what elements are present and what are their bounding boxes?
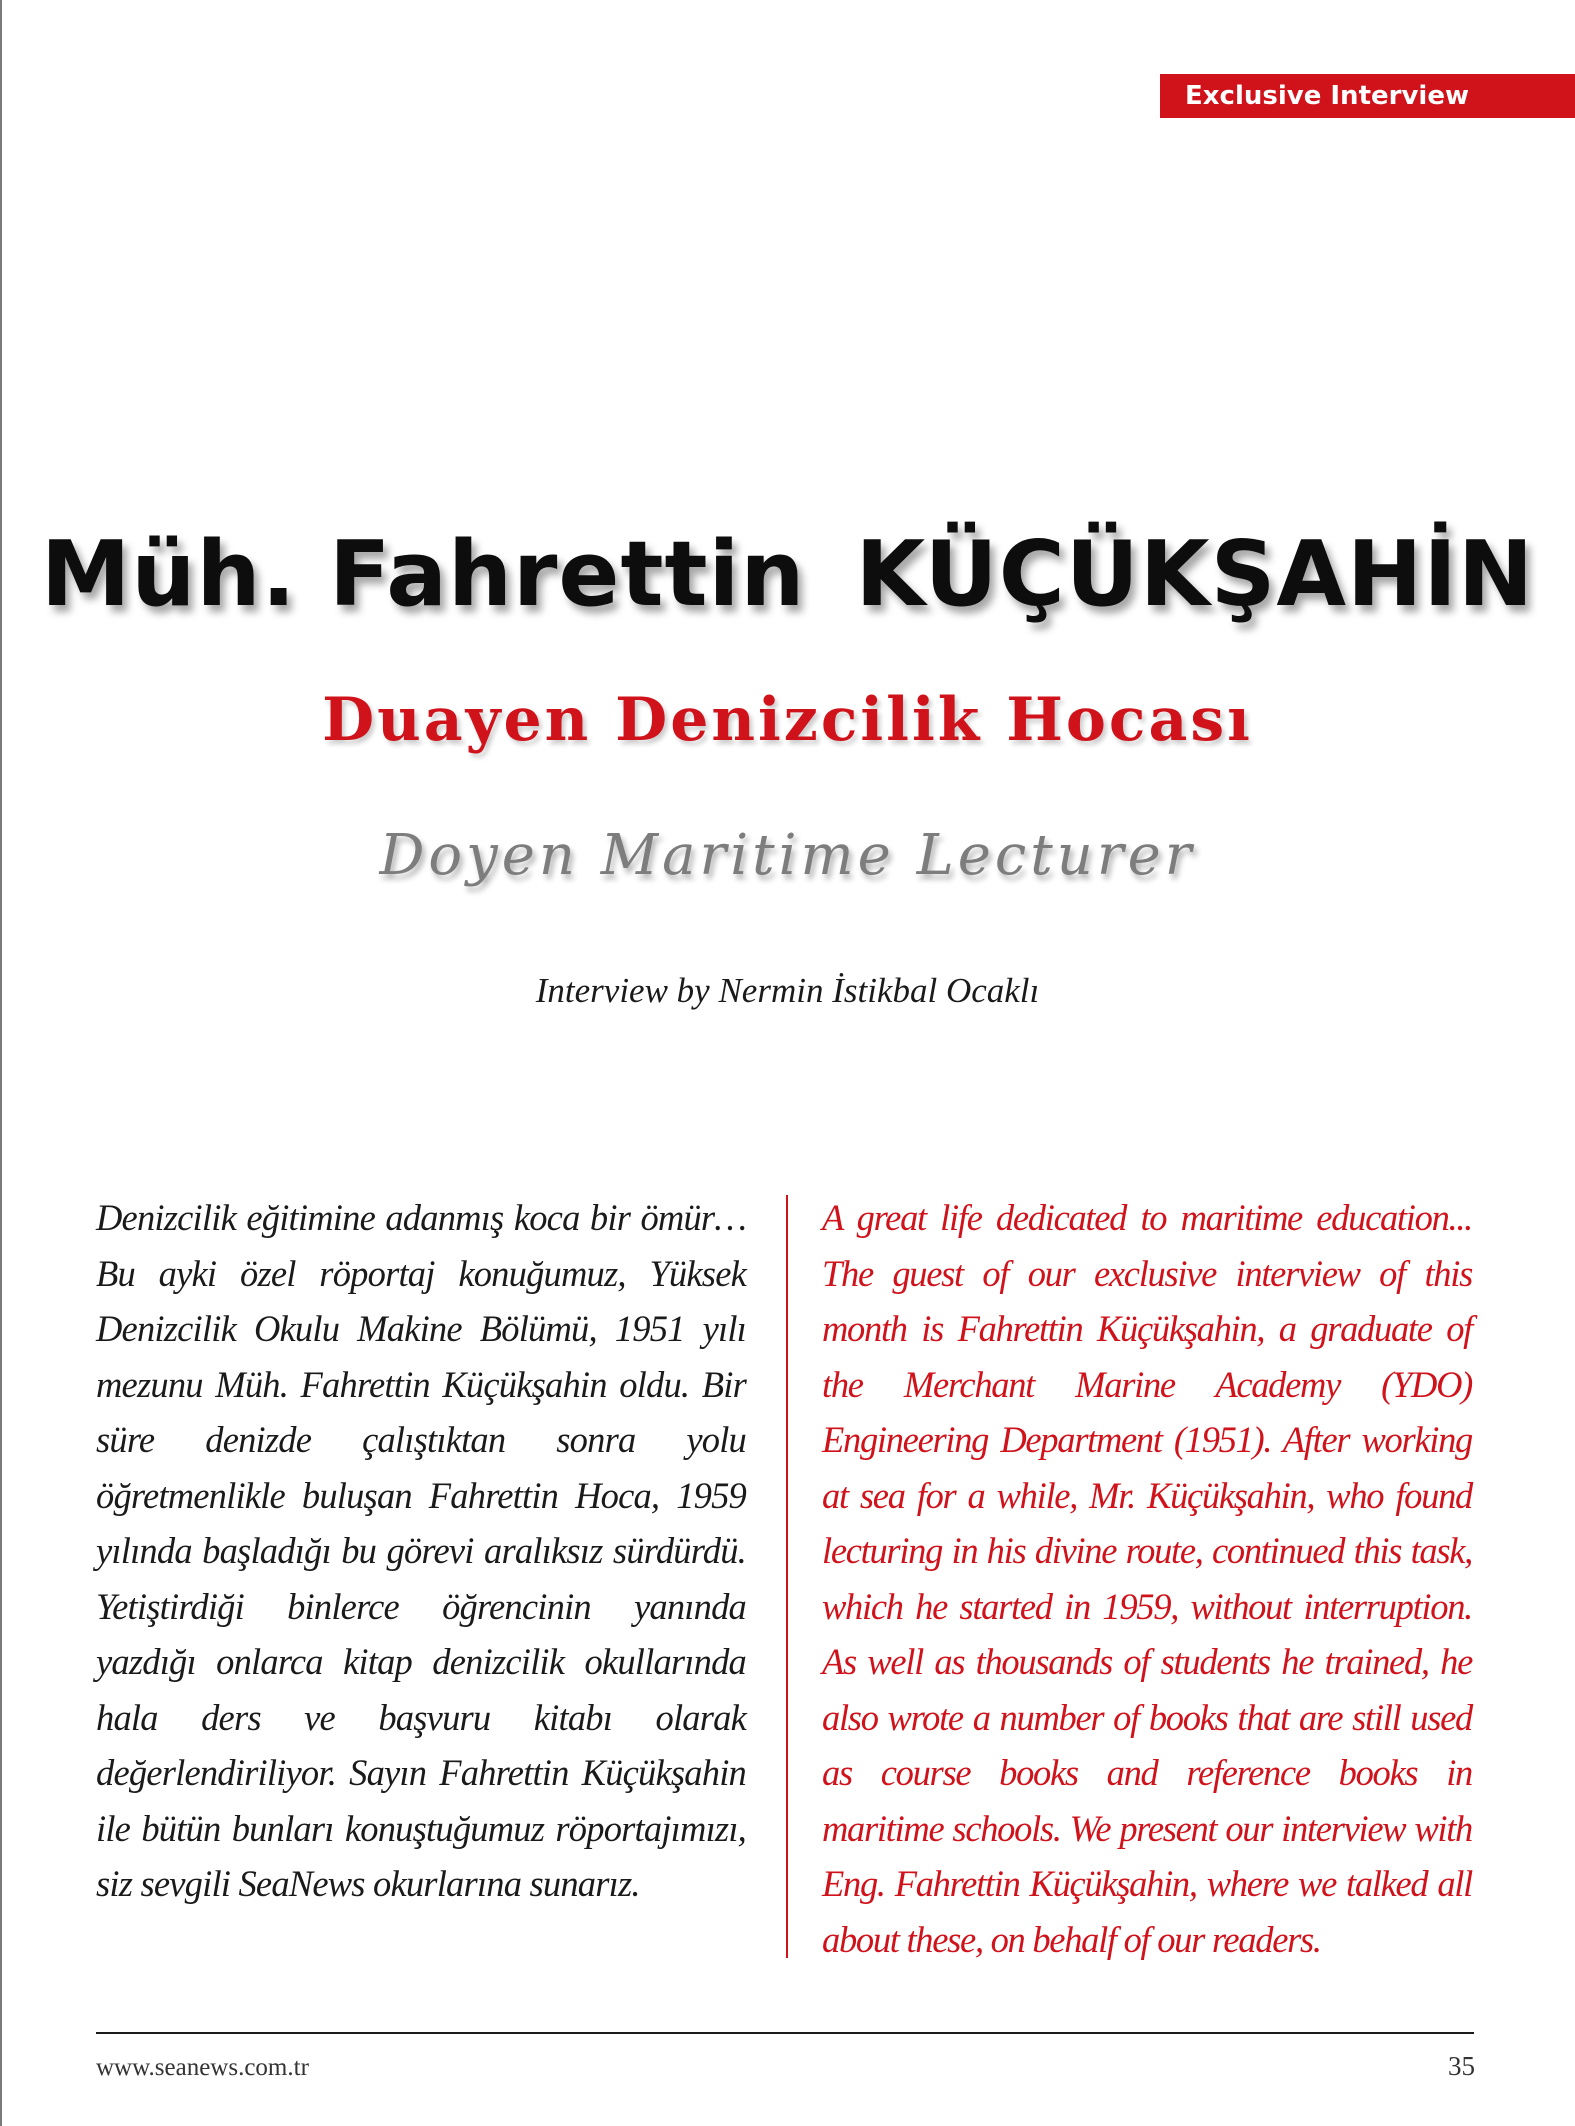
byline: Interview by Nermin İstikbal Ocaklı [535,971,1040,1010]
page-number: 35 [1448,2051,1475,2081]
subtitle-english: Doyen Maritime Lecturer [379,823,1196,888]
column-divider [786,1195,788,1958]
intro-english: A great life dedicated to maritime education... The guest of our exclusive interview of this month is Fahrettin Küçükşahin, a graduate of the Merchant Marine Academy (YDO) Engineering Department (1951). After working at sea for a while, Mr. Küçükşahin, who found lecturing in his divine route, continued this task, which he started in 1959, without interruption. As well as thousands of students he trained, he also wrote a number of books that are still used as course books and reference books in maritime schools. We present our interview with Eng. Fahrettin Küçükşahin, where we talked all about these, on behalf of our readers. [822,1197,1472,1960]
section-tag: Exclusive Interview [1160,74,1575,118]
intro-turkish: Denizcilik eğitimine adanmış koca bir ömür… Bu ayki özel röportaj konuğumuz, Yüksek Denizcilik Okulu Makine Bölümü, 1951 yılı mezunu Müh. Fahrettin Küçükşahin oldu. Bir süre denizde çalıştıktan sonra yolu öğretmenlikle buluşan Fahrettin Hoca, 1959 yılında başladığı bu görevi aralıksız sürdürdü. Yetiştirdiği binlerce öğrencinin yanında yazdığı onlarca kitap denizcilik okullarında hala ders ve başvuru kitabı olarak değerlendiriliyor. Sayın Fahrettin Küçükşahin ile bütün bunları konuştuğumuz röportajımızı, siz sevgili SeaNews okurlarına sunarız. [96,1197,746,1904]
title-surname: KÜÇÜKŞAHİN [855,522,1535,627]
page-edge-rule [0,0,2,2126]
subtitle-turkish: Duayen Denizcilik Hocası [322,685,1253,755]
article-title [0,520,1575,630]
title-name: Müh. Fahrettin [40,522,806,627]
footer-rule [96,2032,1474,2034]
footer-url[interactable]: www.seanews.com.tr [96,2054,309,2081]
